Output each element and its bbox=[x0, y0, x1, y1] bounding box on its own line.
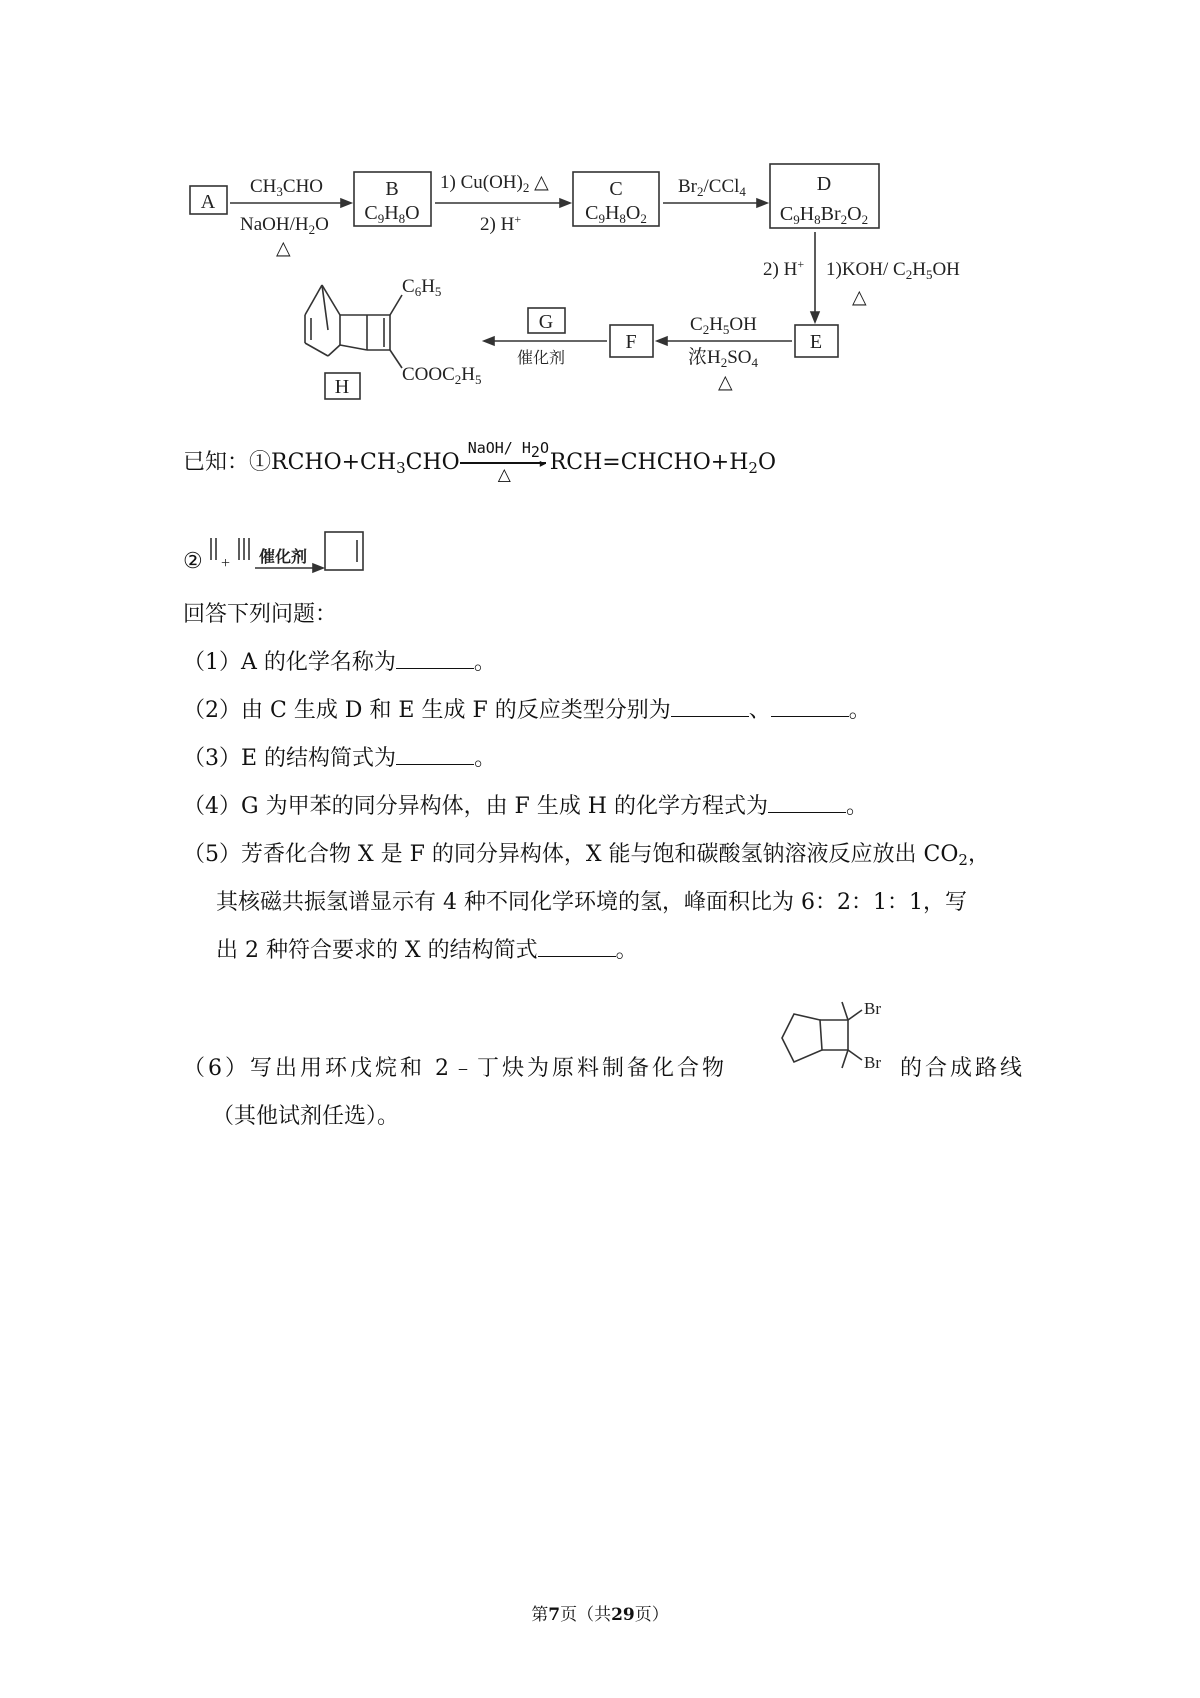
question-6-line-1-end: 的合成路线 bbox=[900, 1056, 1026, 1081]
question-2: （2）由 C 生成 D 和 E 生成 F 的反应类型分别为 、 。 bbox=[183, 698, 871, 723]
h-sub-ester: $COOC_2H_5$ bbox=[402, 364, 482, 387]
label-f: F bbox=[625, 331, 637, 353]
svg-text:Br: Br bbox=[864, 1053, 881, 1072]
label-g: G bbox=[538, 311, 554, 333]
question-6-line-2: （其他试剂任选）。 bbox=[212, 1104, 400, 1129]
label-a: A bbox=[200, 191, 216, 213]
answer-blank[interactable] bbox=[771, 696, 849, 717]
label-b: B bbox=[385, 178, 399, 200]
label-d: D bbox=[816, 173, 832, 195]
reaction-scheme bbox=[0, 0, 1200, 420]
question-4: （4）G 为甲苯的同分异构体，由 F 生成 H 的化学方程式为 。 bbox=[183, 794, 869, 819]
question-1: （1）A 的化学名称为 。 bbox=[183, 650, 496, 675]
formula-b: $C_9H_8O$ bbox=[364, 202, 420, 226]
questions-intro: 回答下列问题： bbox=[183, 602, 338, 627]
label-c: C bbox=[609, 178, 623, 200]
question-5-line-1: （5）芳香化合物 X 是 F 的同分异构体，X 能与饱和碳酸氢钠溶液反应放出 $CO_2$， bbox=[183, 842, 990, 869]
reagent-br2: $Br_2/CCl_4$ bbox=[678, 176, 746, 199]
reagent-catalyst: 催化剂 bbox=[517, 350, 566, 367]
question-5-line-2: 其核磁共振氢谱显示有 4 种不同化学环境的氢，峰面积比为 6：2：1：1，写 bbox=[216, 890, 967, 915]
formula-d: $C_9H_8Br_2O_2$ bbox=[779, 203, 869, 227]
reagent-h-plus-2: 2) H+ bbox=[763, 257, 805, 280]
answer-blank[interactable] bbox=[768, 792, 846, 813]
known-reaction-2: ② + 催化剂 bbox=[183, 530, 443, 580]
reagent-ethanol: $C_2H_5OH$ bbox=[690, 314, 757, 337]
svg-text:催化剂: 催化剂 bbox=[259, 549, 308, 566]
structure-h bbox=[305, 285, 402, 368]
answer-blank[interactable] bbox=[671, 696, 749, 717]
question-3: （3）E 的结构简式为 。 bbox=[183, 746, 497, 771]
label-e: E bbox=[809, 331, 823, 353]
reagent-koh: 1)KOH/ $C_2H_5OH$ bbox=[826, 259, 960, 282]
label-h: H bbox=[334, 376, 350, 398]
delta-1: △ bbox=[276, 238, 291, 259]
answer-blank[interactable] bbox=[396, 648, 474, 669]
answer-blank[interactable] bbox=[396, 744, 474, 765]
reagent-naoh: NaOH/$H_2O$ bbox=[240, 214, 329, 237]
structure-target bbox=[770, 988, 900, 1088]
reagent-ch3cho: $CH_3CHO$ bbox=[250, 176, 324, 199]
reagent-h-plus-1: 2) H+ bbox=[480, 212, 522, 235]
question-5-line-3: 出 2 种符合要求的 X 的结构简式 。 bbox=[216, 938, 638, 963]
svg-text:+: + bbox=[221, 555, 231, 572]
delta-3: △ bbox=[718, 372, 733, 393]
reagent-h2so4: 浓$H_2SO_4$ bbox=[688, 347, 759, 370]
delta-2: △ bbox=[852, 287, 867, 308]
known-arrow: NaOH/ $H_2O$ ▸ △ bbox=[460, 453, 550, 473]
formula-c: $C_9H_8O_2$ bbox=[585, 202, 647, 226]
reagent-cuoh2: 1) $Cu(OH)_2$ △ bbox=[440, 172, 549, 195]
answer-blank[interactable] bbox=[538, 936, 616, 957]
page-footer: 第7页（共29页） bbox=[531, 1605, 669, 1625]
question-6-line-1: （6）写出用环戊烷和 2﹣丁炔为原料制备化合物 bbox=[183, 1056, 727, 1081]
known-reaction-1: 已知：$①RCHO+CH_3CHO$ NaOH/ $H_2O$ ▸ △ $RCH=CHCHO+H_2O$ bbox=[183, 439, 776, 485]
svg-text:Br: Br bbox=[864, 999, 881, 1018]
h-sub-phenyl: $C_6H_5$ bbox=[402, 276, 442, 299]
